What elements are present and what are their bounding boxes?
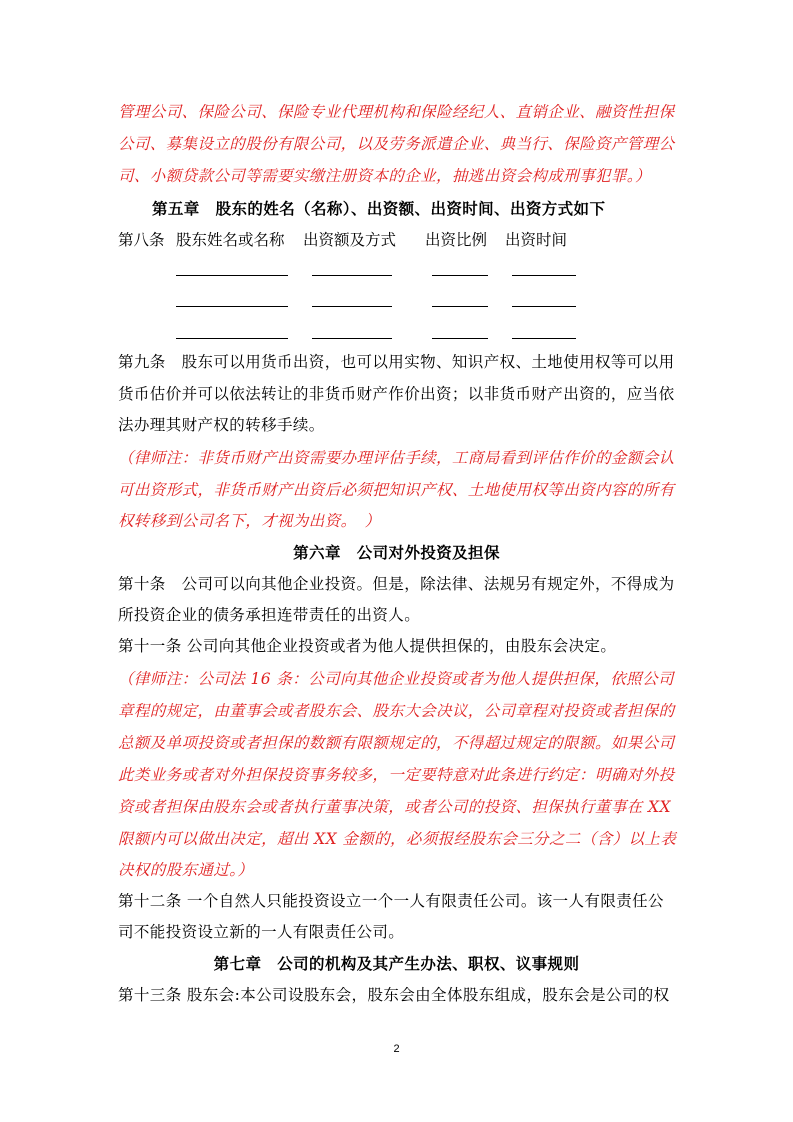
article-10-line-2: 所投资企业的债务承担连带责任的出资人。 xyxy=(118,606,421,624)
note-11-line-4: 此类业务或者对外担保投资事务较多，一定要特意对此条进行约定：明确对外投 xyxy=(118,766,675,784)
note-11-line-7: 决权的股东通过。） xyxy=(118,861,254,879)
header-contribution-ratio: 出资比例 xyxy=(425,231,488,249)
blank-line xyxy=(432,306,488,307)
note-11-line-5: 资或者担保由股东会或者执行董事决策，或者公司的投资、担保执行董事在 XX xyxy=(118,798,671,816)
note-9-line-3: 权转移到公司名下，才视为出资。 ） xyxy=(118,512,381,530)
note-intro-line-1: 管理公司、保险公司、保险专业代理机构和保险经纪人、直销企业、融资性担保 xyxy=(118,103,675,121)
blank-line xyxy=(512,338,576,339)
page-number: 2 xyxy=(393,1043,400,1055)
chapter-6-title: 第六章 公司对外投资及担保 xyxy=(293,543,500,562)
blank-line xyxy=(176,338,288,339)
article-12-line-2: 司不能投资设立新的一人有限责任公司。 xyxy=(118,923,405,941)
blank-line xyxy=(312,338,392,339)
header-shareholder-name: 股东姓名或名称 xyxy=(176,231,285,249)
note-11-line-1: （律师注：公司法 16 条：公司向其他企业投资或者为他人提供担保，依照公司 xyxy=(118,670,674,688)
note-9-line-1: （律师注：非货币财产出资需要办理评估手续，工商局看到评估作价的金额会认 xyxy=(118,449,675,467)
blank-line xyxy=(512,275,576,276)
header-contribution-time: 出资时间 xyxy=(505,231,568,249)
article-12-line-1: 第十二条 一个自然人只能投资设立一个一人有限责任公司。该一人有限责任公 xyxy=(118,892,664,910)
article-13-line-1: 第十三条 股东会:本公司设股东会，股东会由全体股东组成，股东会是公司的权 xyxy=(118,986,670,1004)
header-contribution-amount: 出资额及方式 xyxy=(303,231,397,249)
blank-line xyxy=(432,275,488,276)
note-11-line-6: 限额内可以做出决定，超出 XX 金额的，必须报经股东会三分之二（含）以上表 xyxy=(118,830,677,848)
article-9-line-1: 第九条 股东可以用货币出资，也可以用实物、知识产权、土地使用权等可以用 xyxy=(118,353,675,371)
blank-line xyxy=(432,338,488,339)
note-11-line-3: 总额及单项投资或者担保的数额有限额规定的，不得超过规定的限额。如果公司 xyxy=(118,734,675,752)
blank-line xyxy=(176,306,288,307)
note-11-line-2: 章程的规定，由董事会或者股东会、股东大会决议，公司章程对投资或者担保的 xyxy=(118,702,675,720)
article-9-line-3: 法办理其财产权的转移手续。 xyxy=(118,416,325,434)
article-10-line-1: 第十条 公司可以向其他企业投资。但是，除法律、法规另有规定外，不得成为 xyxy=(118,575,675,593)
blank-line xyxy=(312,275,392,276)
blank-line xyxy=(512,306,576,307)
note-intro-line-2: 公司、募集设立的股份有限公司，以及劳务派遣企业、典当行、保险资产管理公 xyxy=(118,135,675,153)
note-intro-line-3: 司、小额贷款公司等需要实缴注册资本的企业，抽逃出资会构成刑事犯罪。） xyxy=(118,167,651,185)
note-9-line-2: 可出资形式，非货币财产出资后必须把知识产权、土地使用权等出资内容的所有 xyxy=(118,481,675,499)
blank-line xyxy=(312,306,392,307)
article-11-line-1: 第十一条 公司向其他企业投资或者为他人提供担保的，由股东会决定。 xyxy=(118,637,617,655)
chapter-5-title: 第五章 股东的姓名（名称）、出资额、出资时间、出资方式如下 xyxy=(152,199,606,218)
blank-line xyxy=(176,275,288,276)
article-9-line-2: 货币估价并可以依法转让的非货币财产作价出资；以非货币财产出资的，应当依 xyxy=(118,385,675,403)
article-8-label: 第八条 xyxy=(118,231,165,249)
chapter-7-title: 第七章 公司的机构及其产生办法、职权、议事规则 xyxy=(213,954,580,973)
